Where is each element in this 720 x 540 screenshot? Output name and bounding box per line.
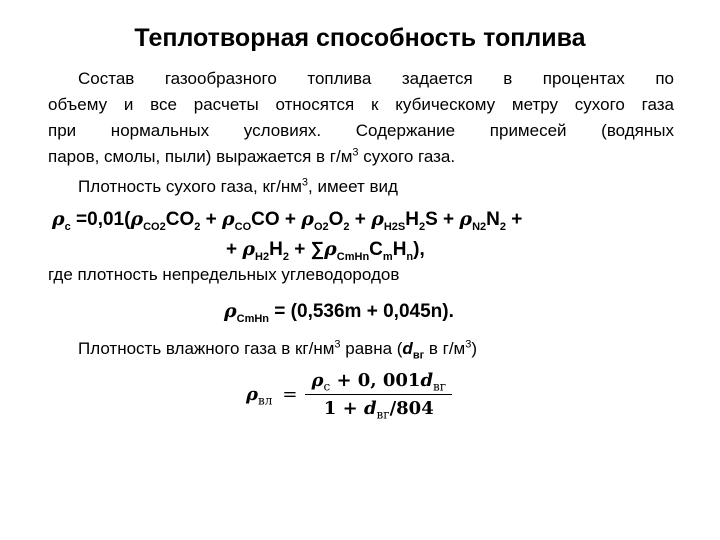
formula-wet-numerator: $\rho_с + 0$, $001d_{вг}$ bbox=[305, 370, 452, 395]
density-wet-text: Плотность влажного газа в $кг/нм^3$ равна ($d_{вг}$ в $г/м^3$) bbox=[78, 338, 478, 362]
intro-line-2: объему и все расчеты относятся к кубическому метру сухого газа bbox=[48, 95, 674, 114]
formula-unsaturated-density: $\rho_{CmHn} = (0,536m + 0,045n)$. bbox=[224, 300, 454, 325]
unsaturated-note: где плотность непредельных углеводородов bbox=[48, 265, 400, 284]
formula-wet-equals: = bbox=[282, 384, 298, 405]
formula-wet-fraction bbox=[305, 370, 452, 422]
intro-line-1: Состав газообразного топлива задается в процентах по bbox=[78, 69, 674, 88]
intro-paragraph bbox=[48, 66, 674, 92]
formula-wet-denominator: $1 + d_{вг}/804$ bbox=[323, 398, 434, 422]
formula-dry-density-line-2: + $\rho_{H2}H_2 + \sum\rho_{CmHn}C_mH_n$), bbox=[226, 238, 425, 263]
slide-title: Теплотворная способность топлива bbox=[134, 24, 586, 52]
formula-wet-lhs: $\rho_{вл}$ bbox=[246, 384, 273, 408]
formula-dry-density-line-1: $\rho_c =0,01(\rho_{CO2}CO_2 + \rho_{CO}CO + \rho_{O2}O_2 + \rho_{H2S}H_2S + \rho_{N2}N_2$ + bbox=[52, 208, 523, 233]
formula-wet-density bbox=[246, 370, 452, 422]
intro-line-4: паров, смолы, пыли) выражается в $г/м^3$ сухого газа. bbox=[48, 146, 456, 166]
intro-line-3: при нормальных условиях. Содержание примесей (водяных bbox=[48, 121, 674, 140]
density-dry-text: Плотность сухого газа, $кг/нм^3$, имеет вид bbox=[78, 176, 398, 196]
